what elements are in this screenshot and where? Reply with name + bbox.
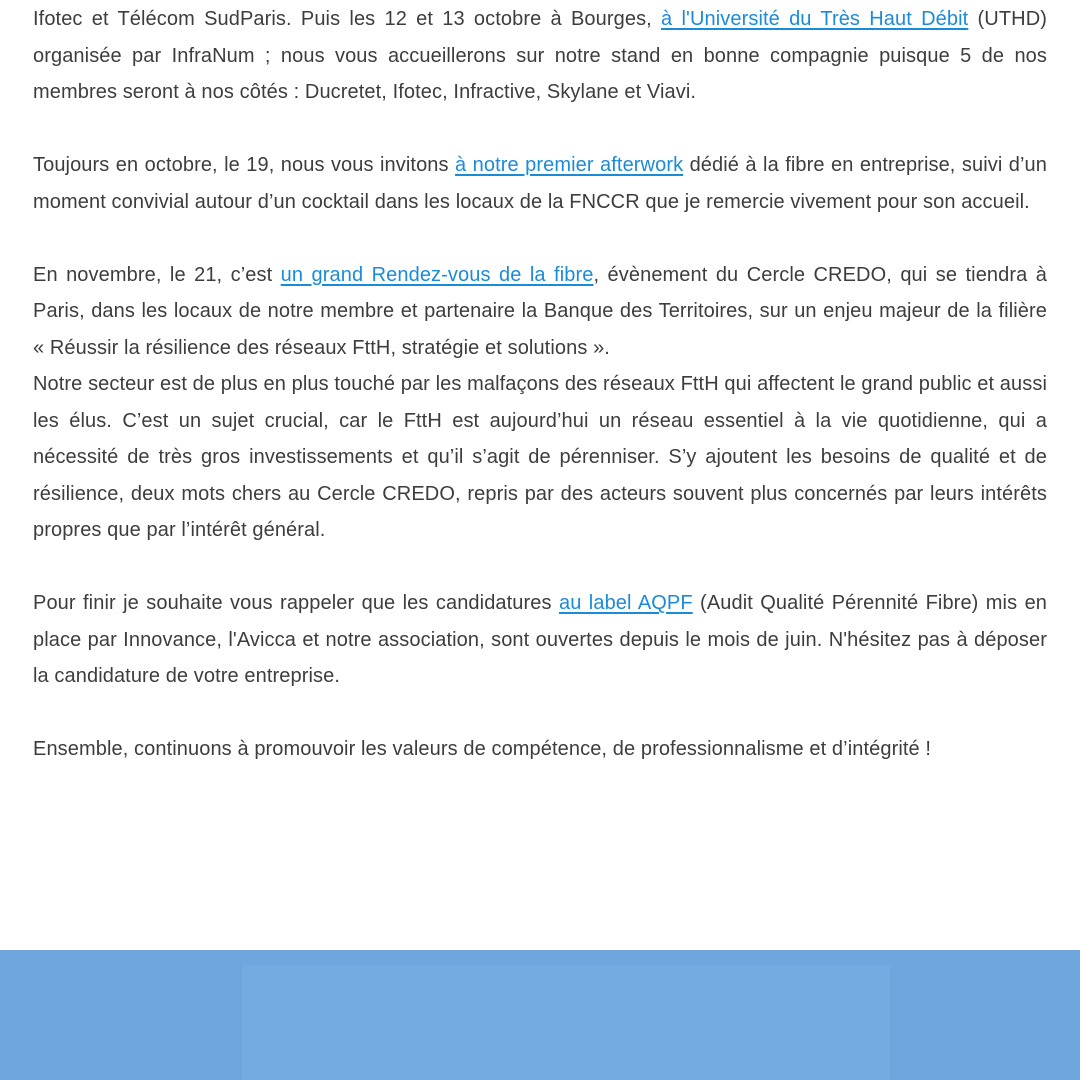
text-run: Ifotec et Télécom SudParis. Puis les 12 et 13 octobre à Bourges, bbox=[33, 8, 662, 30]
text-run: Ensemble, continuons à promouvoir les valeurs de compétence, de professionnalisme et d’intégrité ! bbox=[33, 738, 932, 760]
text-run: dédié à la fibre en entreprise, suivi d’un moment convivial autour d’un cocktail dans les locaux de la FNCCR que je remercie vivement pour son accueil. bbox=[33, 154, 1047, 213]
link-rendez-vous-fibre[interactable]: un grand Rendez-vous de la fibre bbox=[280, 263, 594, 286]
paragraph bbox=[33, 585, 1047, 695]
text-run: , évènement du Cercle CREDO, qui se tiendra à Paris, dans les locaux de notre membre et partenaire la Banque des Territoires, sur un enjeu majeur de la filière « Réussir la résilience des réseaux FttH, stratégie et solutions ». bbox=[33, 263, 1047, 359]
text-run: Notre secteur est de plus en plus touché par les malfaçons des réseaux FttH qui affectent le grand public et aussi les élus. C’est un sujet crucial, car le FttH est aujourd’hui un réseau essentiel à la vie quotidienne, qui a nécessité de très gros investissements et qu’il s’agit de pérenniser. S’y ajoutent les besoins de qualité et de résilience, deux mots chers au Cercle CREDO, repris par des acteurs souvent plus concernés par leurs intérêts propres que par l’intérêt général. bbox=[33, 373, 1047, 541]
footer-image-block bbox=[242, 965, 890, 1080]
paragraph bbox=[33, 731, 1047, 768]
paragraph bbox=[33, 366, 1047, 549]
paragraph bbox=[33, 147, 1047, 220]
text-run: En novembre, le 21, c’est bbox=[33, 263, 281, 286]
text-run: Pour finir je souhaite vous rappeler que les candidatures bbox=[33, 592, 559, 614]
text-run: (UTHD) organisée par InfraNum ; nous vous accueillerons sur notre stand en bonne compagnie puisque 5 de nos membres seront à nos côtés : Ducretet, Ifotec, Infractive, Skylane et Viavi. bbox=[33, 8, 1047, 103]
link-universite-uthd[interactable]: à l'Université du Très Haut Débit bbox=[661, 8, 969, 30]
link-premier-afterwork[interactable]: à notre premier afterwork bbox=[455, 154, 684, 176]
text-run: Toujours en octobre, le 19, nous vous invitons bbox=[33, 154, 456, 176]
paragraph bbox=[33, 257, 1047, 367]
paragraph bbox=[33, 1, 1047, 111]
text-run: (Audit Qualité Pérennité Fibre) mis en place par Innovance, l'Avicca et notre association, sont ouvertes depuis le mois de juin. N'hésitez pas à déposer la candidature de votre entreprise. bbox=[33, 592, 1048, 687]
link-label-aqpf[interactable]: au label AQPF bbox=[558, 592, 693, 614]
footer-banner bbox=[0, 950, 1080, 1080]
